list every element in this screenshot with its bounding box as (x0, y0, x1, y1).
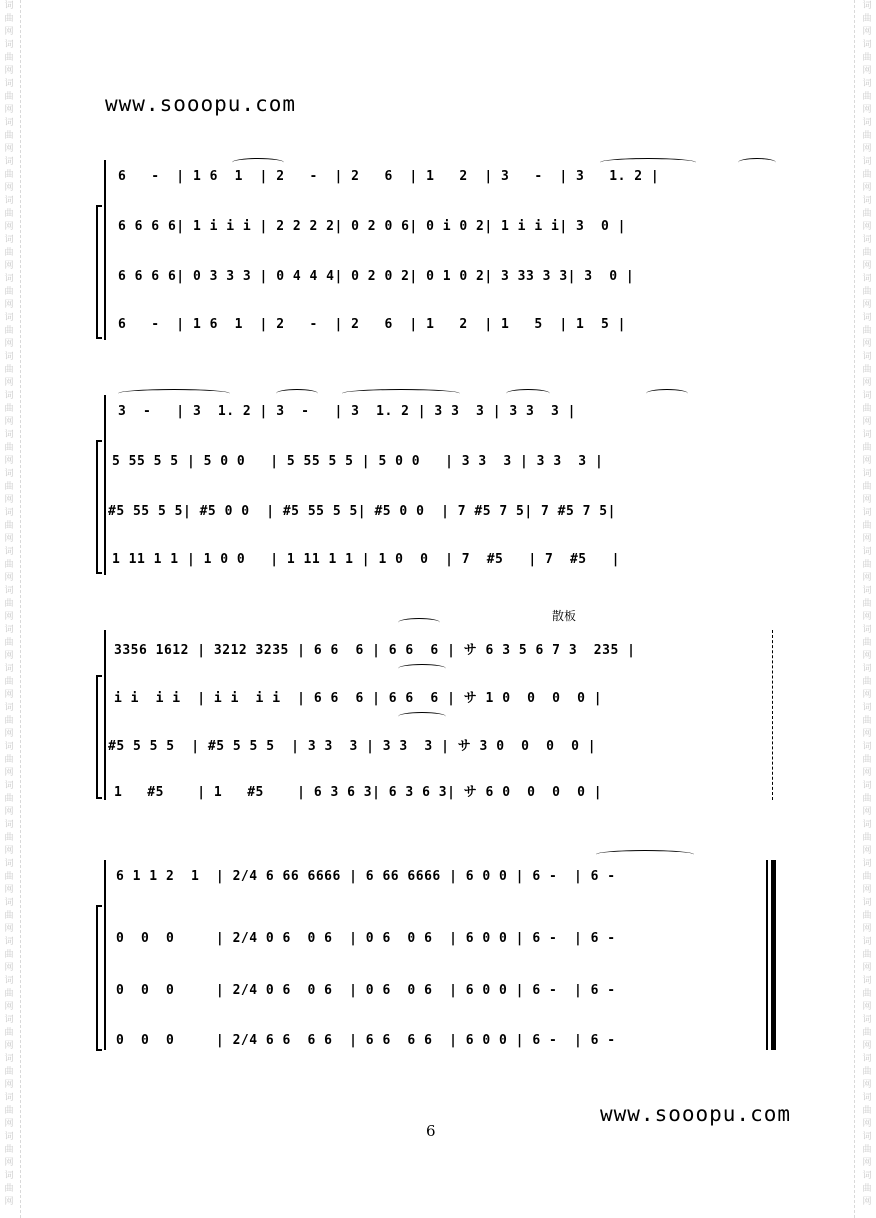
watermark-glyph: 网 (862, 183, 872, 193)
watermark-glyph: 网 (4, 144, 14, 154)
watermark-glyph: 曲 (862, 1028, 872, 1038)
watermark-glyph: 曲 (862, 209, 872, 219)
watermark-glyph: 网 (4, 27, 14, 37)
watermark-glyph: 网 (862, 222, 872, 232)
staff-row (0, 728, 876, 758)
watermark-glyph: 曲 (4, 14, 14, 24)
watermark-glyph: 词 (862, 703, 872, 713)
watermark-glyph: 网 (4, 846, 14, 856)
watermark-glyph: 词 (4, 196, 14, 206)
watermark-glyph: 网 (862, 1041, 872, 1051)
watermark-glyph: 曲 (4, 911, 14, 921)
watermark-glyph: 网 (862, 27, 872, 37)
notation-line: 3356 1612 | 3212 3235 | 6 6 6 | 6 6 6 | サ 6 3 5 6 7 3 235 | (114, 643, 636, 658)
watermark-glyph: 曲 (4, 482, 14, 492)
watermark-glyph: 词 (4, 157, 14, 167)
watermark-glyph: 网 (4, 1158, 14, 1168)
watermark-glyph: 网 (862, 495, 872, 505)
watermark-glyph: 网 (862, 339, 872, 349)
watermark-glyph: 网 (4, 261, 14, 271)
watermark-glyph: 词 (862, 1054, 872, 1064)
watermark-glyph: 词 (4, 976, 14, 986)
watermark-glyph: 网 (862, 885, 872, 895)
watermark-glyph: 网 (862, 1119, 872, 1129)
notation-line: 0 0 0 | 2/4 0 6 0 6 | 0 6 0 6 | 6 0 0 | 6 - | 6 - (116, 931, 616, 946)
watermark-glyph: 词 (862, 469, 872, 479)
watermark-glyph: 词 (4, 1, 14, 11)
slur-mark (398, 664, 446, 673)
watermark-glyph: 网 (4, 105, 14, 115)
watermark-glyph: 曲 (862, 911, 872, 921)
staff-row (0, 632, 876, 662)
watermark-glyph: 网 (4, 1041, 14, 1051)
watermark-glyph: 词 (4, 1015, 14, 1025)
watermark-glyph: 网 (4, 612, 14, 622)
watermark-glyph: 词 (862, 1171, 872, 1181)
watermark-glyph: 词 (862, 781, 872, 791)
watermark-glyph: 曲 (4, 1106, 14, 1116)
watermark-glyph: 网 (862, 729, 872, 739)
watermark-glyph: 词 (4, 79, 14, 89)
watermark-glyph: 曲 (862, 638, 872, 648)
watermark-glyph: 曲 (862, 404, 872, 414)
watermark-glyph: 词 (4, 235, 14, 245)
watermark-glyph: 曲 (862, 755, 872, 765)
tempo-marking: 散板 (552, 609, 577, 623)
watermark-glyph: 词 (862, 40, 872, 50)
watermark-glyph: 曲 (4, 92, 14, 102)
watermark-glyph: 曲 (862, 1184, 872, 1194)
watermark-glyph: 曲 (4, 248, 14, 258)
watermark-glyph: 网 (4, 300, 14, 310)
watermark-glyph: 网 (4, 495, 14, 505)
watermark-glyph: 网 (862, 846, 872, 856)
notation-line: 6 1 1 2 1 | 2/4 6 66 6666 | 6 66 6666 | 6 0 0 | 6 - | 6 - (116, 869, 616, 884)
staff-row (0, 1026, 876, 1056)
slur-mark (232, 158, 284, 167)
watermark-glyph: 网 (4, 885, 14, 895)
watermark-glyph: 网 (862, 651, 872, 661)
staff-row (0, 262, 876, 292)
watermark-glyph: 词 (862, 547, 872, 557)
slur-mark (600, 158, 696, 167)
watermark-glyph: 词 (4, 274, 14, 284)
watermark-glyph: 曲 (4, 131, 14, 141)
watermark-glyph: 词 (4, 820, 14, 830)
watermark-glyph: 词 (4, 1093, 14, 1103)
watermark-glyph: 词 (862, 898, 872, 908)
watermark-glyph: 词 (4, 508, 14, 518)
watermark-glyph: 词 (862, 391, 872, 401)
watermark-glyph: 词 (862, 274, 872, 284)
watermark-glyph: 网 (862, 456, 872, 466)
watermark-glyph: 网 (4, 378, 14, 388)
watermark-glyph: 曲 (862, 248, 872, 258)
notation-line: i i i i | i i i i | 6 6 6 | 6 6 6 | サ 1 0 0 0 0 | (114, 691, 603, 706)
watermark-glyph: 词 (862, 352, 872, 362)
watermark-glyph: 曲 (4, 209, 14, 219)
watermark-glyph: 曲 (862, 170, 872, 180)
watermark-glyph: 曲 (4, 950, 14, 960)
watermark-glyph: 词 (862, 118, 872, 128)
watermark-glyph: 网 (4, 729, 14, 739)
watermark-glyph: 曲 (4, 755, 14, 765)
slur-mark (596, 850, 694, 859)
watermark-glyph: 词 (862, 664, 872, 674)
notation-line: #5 55 5 5| #5 0 0 | #5 55 5 5| #5 0 0 | 7 #5 7 5| 7 #5 7 5| (108, 504, 616, 519)
watermark-glyph: 词 (862, 625, 872, 635)
watermark-glyph: 词 (862, 1132, 872, 1142)
page-number: 6 (426, 1122, 436, 1140)
watermark-glyph: 网 (862, 612, 872, 622)
watermark-glyph: 网 (4, 807, 14, 817)
slur-mark (398, 712, 446, 721)
watermark-glyph: 网 (862, 924, 872, 934)
watermark-glyph: 词 (4, 118, 14, 128)
watermark-glyph: 曲 (4, 872, 14, 882)
staff-row (0, 862, 876, 892)
slur-mark (342, 389, 460, 398)
watermark-glyph: 曲 (862, 53, 872, 63)
slur-mark (276, 389, 318, 398)
watermark-glyph: 曲 (862, 131, 872, 141)
watermark-glyph: 曲 (4, 794, 14, 804)
watermark-glyph: 词 (862, 157, 872, 167)
watermark-glyph: 曲 (4, 833, 14, 843)
watermark-glyph: 网 (862, 105, 872, 115)
notation-line: 3 - | 3 1. 2 | 3 - | 3 1. 2 | 3 3 3 | 3 3 3 | (118, 404, 576, 419)
watermark-glyph: 曲 (862, 1145, 872, 1155)
watermark-glyph: 词 (862, 742, 872, 752)
staff-row (0, 680, 876, 710)
watermark-glyph: 曲 (4, 326, 14, 336)
watermark-glyph: 词 (862, 430, 872, 440)
watermark-glyph: 词 (862, 937, 872, 947)
watermark-glyph: 网 (862, 417, 872, 427)
watermark-glyph: 曲 (862, 443, 872, 453)
watermark-glyph: 词 (4, 937, 14, 947)
watermark-glyph: 词 (4, 898, 14, 908)
watermark-glyph: 网 (862, 1197, 872, 1207)
slur-mark (738, 158, 776, 167)
watermark-glyph: 网 (4, 651, 14, 661)
notation-line: 0 0 0 | 2/4 6 6 6 6 | 6 6 6 6 | 6 0 0 | 6 - | 6 - (116, 1033, 616, 1048)
watermark-glyph: 网 (862, 66, 872, 76)
watermark-glyph: 网 (4, 573, 14, 583)
watermark-glyph: 词 (4, 469, 14, 479)
watermark-glyph: 词 (4, 859, 14, 869)
watermark-glyph: 曲 (4, 716, 14, 726)
watermark-glyph: 曲 (4, 521, 14, 531)
watermark-glyph: 词 (4, 664, 14, 674)
watermark-glyph: 曲 (862, 833, 872, 843)
watermark-glyph: 网 (4, 690, 14, 700)
watermark-glyph: 网 (862, 768, 872, 778)
watermark-glyph: 词 (862, 976, 872, 986)
watermark-glyph: 曲 (4, 989, 14, 999)
watermark-glyph: 网 (4, 1080, 14, 1090)
watermark-glyph: 网 (4, 222, 14, 232)
slur-mark (646, 389, 688, 398)
watermark-glyph: 曲 (4, 677, 14, 687)
watermark-glyph: 网 (862, 807, 872, 817)
watermark-glyph: 词 (862, 313, 872, 323)
watermark-glyph: 曲 (862, 716, 872, 726)
notation-line: 0 0 0 | 2/4 0 6 0 6 | 0 6 0 6 | 6 0 0 | 6 - | 6 - (116, 983, 616, 998)
watermark-glyph: 曲 (862, 14, 872, 24)
watermark-glyph: 网 (4, 534, 14, 544)
watermark-glyph: 曲 (862, 560, 872, 570)
watermark-glyph: 词 (4, 1054, 14, 1064)
watermark-glyph: 词 (862, 508, 872, 518)
watermark-glyph: 网 (4, 1197, 14, 1207)
watermark-glyph: 网 (4, 1119, 14, 1129)
staff-row (0, 497, 876, 527)
watermark-glyph: 曲 (862, 326, 872, 336)
watermark-glyph: 曲 (862, 521, 872, 531)
watermark-glyph: 曲 (4, 365, 14, 375)
notation-line: 6 6 6 6| 0 3 3 3 | 0 4 4 4| 0 2 0 2| 0 1 0 2| 3 33 3 3| 3 0 | (118, 269, 635, 284)
watermark-glyph: 曲 (862, 989, 872, 999)
staff-row (0, 924, 876, 954)
staff-row (0, 774, 876, 804)
watermark-glyph: 词 (862, 586, 872, 596)
watermark-glyph: 网 (862, 963, 872, 973)
watermark-glyph: 词 (4, 781, 14, 791)
staff-row (0, 212, 876, 242)
watermark-glyph: 网 (862, 1158, 872, 1168)
watermark-glyph: 曲 (862, 365, 872, 375)
watermark-glyph: 网 (4, 417, 14, 427)
header-url: www.sooopu.com (105, 92, 297, 116)
notation-line: 6 - | 1 6 1 | 2 - | 2 6 | 1 2 | 1 5 | 1 5 | (118, 317, 626, 332)
slur-mark (398, 618, 440, 627)
watermark-glyph: 曲 (4, 560, 14, 570)
watermark-glyph: 网 (862, 1002, 872, 1012)
watermark-glyph: 曲 (862, 482, 872, 492)
watermark-glyph: 词 (4, 430, 14, 440)
watermark-glyph: 词 (4, 391, 14, 401)
watermark-glyph: 曲 (4, 1067, 14, 1077)
watermark-glyph: 曲 (4, 170, 14, 180)
staff-row (0, 310, 876, 340)
watermark-glyph: 词 (4, 703, 14, 713)
footer-url: www.sooopu.com (600, 1102, 792, 1126)
watermark-glyph: 词 (4, 352, 14, 362)
watermark-glyph: 曲 (862, 1106, 872, 1116)
watermark-glyph: 网 (862, 534, 872, 544)
watermark-glyph: 曲 (4, 1184, 14, 1194)
watermark-glyph: 网 (4, 183, 14, 193)
watermark-glyph: 词 (4, 625, 14, 635)
watermark-glyph: 网 (4, 456, 14, 466)
watermark-glyph: 词 (4, 586, 14, 596)
watermark-glyph: 词 (4, 1132, 14, 1142)
watermark-glyph: 词 (862, 859, 872, 869)
watermark-glyph: 词 (862, 820, 872, 830)
watermark-glyph: 词 (4, 547, 14, 557)
watermark-glyph: 词 (4, 40, 14, 50)
watermark-glyph: 曲 (862, 92, 872, 102)
watermark-glyph: 曲 (862, 287, 872, 297)
watermark-glyph: 词 (4, 742, 14, 752)
watermark-glyph: 词 (862, 196, 872, 206)
watermark-glyph: 网 (862, 300, 872, 310)
watermark-glyph: 曲 (862, 950, 872, 960)
staff-row (0, 545, 876, 575)
watermark-glyph: 网 (4, 768, 14, 778)
watermark-glyph: 词 (862, 1, 872, 11)
watermark-glyph: 网 (862, 378, 872, 388)
watermark-glyph: 曲 (4, 1028, 14, 1038)
notation-line: 1 #5 | 1 #5 | 6 3 6 3| 6 3 6 3| サ 6 0 0 0 0 | (114, 785, 603, 800)
notation-line: 6 6 6 6| 1 i i i | 2 2 2 2| 0 2 0 6| 0 i 0 2| 1 i i i| 3 0 | (118, 219, 626, 234)
watermark-glyph: 曲 (862, 872, 872, 882)
watermark-glyph: 曲 (862, 794, 872, 804)
watermark-glyph: 网 (4, 1002, 14, 1012)
final-thick-bar (771, 860, 776, 1050)
watermark-glyph: 曲 (4, 443, 14, 453)
watermark-glyph: 网 (862, 690, 872, 700)
watermark-glyph: 词 (4, 1171, 14, 1181)
watermark-glyph: 曲 (862, 599, 872, 609)
watermark-glyph: 网 (4, 963, 14, 973)
watermark-glyph: 曲 (4, 53, 14, 63)
notation-line: 5 55 5 5 | 5 0 0 | 5 55 5 5 | 5 0 0 | 3 3 3 | 3 3 3 | (112, 454, 604, 469)
watermark-glyph: 曲 (862, 1067, 872, 1077)
watermark-glyph: 网 (862, 144, 872, 154)
dashed-end-bar (772, 630, 775, 800)
watermark-glyph: 曲 (862, 677, 872, 687)
watermark-glyph: 网 (862, 1080, 872, 1090)
watermark-glyph: 词 (862, 235, 872, 245)
watermark-glyph: 词 (4, 313, 14, 323)
staff-row (0, 397, 876, 427)
watermark-glyph: 词 (862, 1093, 872, 1103)
staff-row (0, 447, 876, 477)
slur-mark (506, 389, 550, 398)
notation-line: 1 11 1 1 | 1 0 0 | 1 11 1 1 | 1 0 0 | 7 #5 | 7 #5 | (112, 552, 620, 567)
final-thin-bar (766, 860, 768, 1050)
staff-row (0, 976, 876, 1006)
watermark-glyph: 网 (862, 261, 872, 271)
watermark-glyph: 网 (4, 66, 14, 76)
watermark-glyph: 网 (4, 339, 14, 349)
watermark-glyph: 曲 (4, 599, 14, 609)
watermark-glyph: 词 (862, 79, 872, 89)
watermark-glyph: 曲 (4, 638, 14, 648)
watermark-glyph: 词 (862, 1015, 872, 1025)
watermark-glyph: 曲 (4, 287, 14, 297)
slur-mark (118, 389, 230, 398)
watermark-glyph: 曲 (4, 1145, 14, 1155)
watermark-glyph: 网 (862, 573, 872, 583)
notation-line: 6 - | 1 6 1 | 2 - | 2 6 | 1 2 | 3 - | 3 1. 2 | (118, 169, 660, 184)
watermark-glyph: 网 (4, 924, 14, 934)
watermark-glyph: 曲 (4, 404, 14, 414)
notation-line: #5 5 5 5 | #5 5 5 5 | 3 3 3 | 3 3 3 | サ 3 0 0 0 0 | (108, 739, 597, 754)
